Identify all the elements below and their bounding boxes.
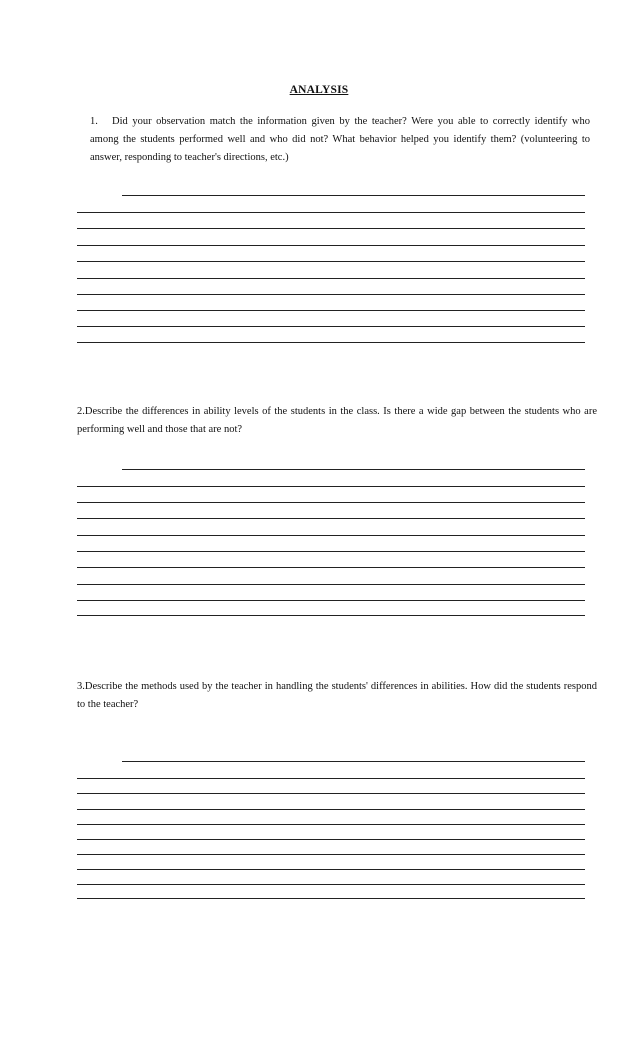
answer-line[interactable] [77,294,585,295]
answer-line[interactable] [77,854,585,855]
answer-line[interactable] [77,502,585,503]
answer-line[interactable] [77,615,585,616]
answer-line[interactable] [122,761,585,762]
answer-line[interactable] [77,261,585,262]
question-1 [90,113,590,167]
answer-line[interactable] [77,342,585,343]
answer-line[interactable] [122,469,585,470]
answer-line[interactable] [77,212,585,213]
answer-line[interactable] [77,486,585,487]
question-1-text: Did your observation match the information given by the teacher? Were you able to correctly identify who among the students performed well and who did not? What behavior helped you identify them? (volunteering to answer, responding to teacher's directions, etc.) [90,116,590,163]
answer-line[interactable] [77,793,585,794]
answer-line[interactable] [77,809,585,810]
answer-line[interactable] [77,884,585,885]
question-3-text: 3.Describe the methods used by the teacher in handling the students' differences in abilities. How did the students respond to the teacher? [77,681,597,710]
answer-line[interactable] [77,518,585,519]
answer-line[interactable] [77,869,585,870]
answer-line[interactable] [77,567,585,568]
answer-line[interactable] [122,195,585,196]
answer-line[interactable] [77,584,585,585]
answer-line[interactable] [77,310,585,311]
answer-line[interactable] [77,278,585,279]
answer-line[interactable] [77,535,585,536]
answer-line[interactable] [77,898,585,899]
answer-line[interactable] [77,600,585,601]
page-title: ANALYSIS [289,84,349,96]
answer-line[interactable] [77,228,585,229]
answer-line[interactable] [77,824,585,825]
answer-line[interactable] [77,245,585,246]
question-2-text: 2.Describe the differences in ability levels of the students in the class. Is there a wide gap between the students who are performing well and those that are not? [77,406,608,435]
question-3 [77,678,597,714]
answer-line[interactable] [77,839,585,840]
answer-line[interactable] [77,551,585,552]
answer-line[interactable] [77,326,585,327]
question-1-number: 1. [90,116,98,127]
question-2 [77,403,608,439]
answer-line[interactable] [77,778,585,779]
